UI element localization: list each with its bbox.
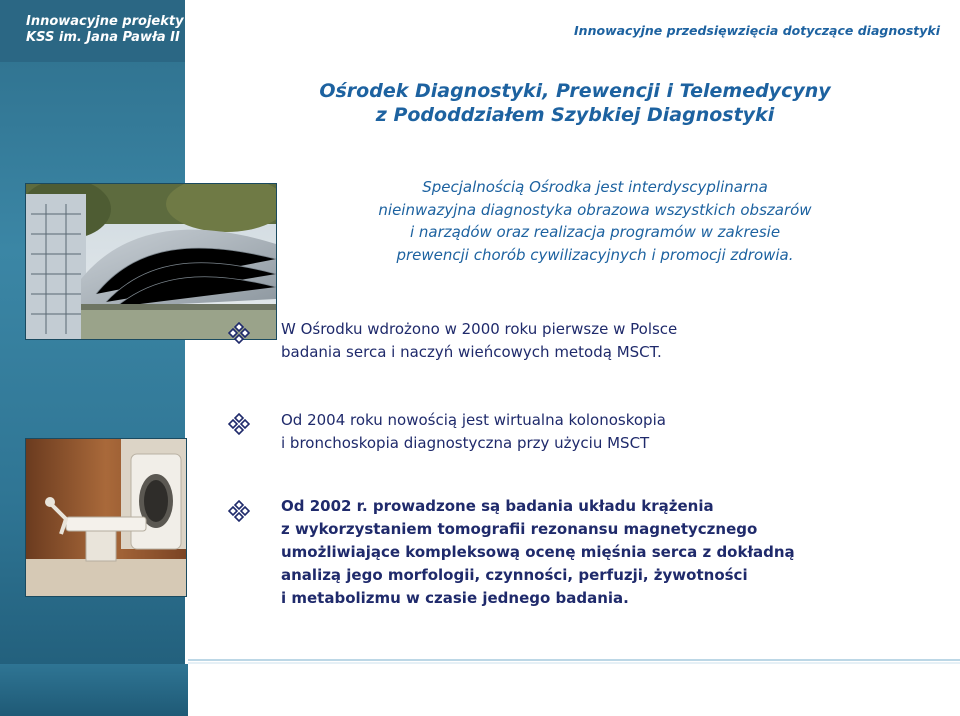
page-title-line1: Ośrodek Diagnostyki, Prewencji i Telemedycyny <box>319 80 831 102</box>
bullet-line: umożliwiające kompleksową ocenę mięśnia serca z dokładną <box>281 543 795 561</box>
description-line4: prewencji chorób cywilizacyjnych i promocji zdrowia. <box>396 245 794 264</box>
description-line2: nieinwazyjna diagnostyka obrazowa wszystkich obszarów <box>378 200 812 219</box>
scanner-image <box>26 439 186 596</box>
bullet-line: badania serca i naczyń wieńcowych metodą MSCT. <box>281 343 662 361</box>
header-left-line2: KSS im. Jana Pawła II <box>26 30 180 45</box>
page-title-line2: z Pododdziałem Szybkiej Diagnostyki <box>375 104 775 126</box>
bullet-line: Od 2002 r. prowadzone są badania układu krążenia <box>281 497 714 515</box>
bullet-text <box>281 409 941 455</box>
diamond-bullet-icon <box>228 413 250 435</box>
building-image <box>26 184 276 339</box>
header-left-line1: Innowacyjne projekty <box>26 14 184 29</box>
bullet-line: analizą jego morfologii, czynności, perfuzji, żywotności <box>281 566 748 584</box>
bullet-line: i bronchoskopia diagnostyczna przy użyciu MSCT <box>281 434 650 452</box>
header-section-title: Innowacyjne przedsięwzięcia dotyczące diagnostyki <box>574 23 940 38</box>
diamond-bullet-icon <box>228 500 250 522</box>
header-project-title <box>26 14 184 46</box>
page-title <box>190 79 960 127</box>
left-decorative-panel <box>0 0 185 716</box>
bullet-text <box>281 495 941 610</box>
description-line1: Specjalnością Ośrodka jest interdyscyplinarna <box>422 178 768 196</box>
divider <box>188 659 960 661</box>
specialty-description <box>250 176 940 266</box>
bullet-line: Od 2004 roku nowością jest wirtualna kolonoskopia <box>281 411 666 429</box>
scanner-photo <box>25 438 187 597</box>
bottom-strip-content-area <box>188 664 960 716</box>
building-photo <box>25 183 277 340</box>
diamond-bullet-icon <box>228 322 250 344</box>
bullet-text <box>281 318 941 364</box>
bullet-line: z wykorzystaniem tomografii rezonansu magnetycznego <box>281 520 758 538</box>
bullet-line: W Ośrodku wdrożono w 2000 roku pierwsze w Polsce <box>281 320 678 338</box>
description-line3: i narządów oraz realizacja programów w zakresie <box>409 223 781 241</box>
bullet-line: i metabolizmu w czasie jednego badania. <box>281 589 629 607</box>
